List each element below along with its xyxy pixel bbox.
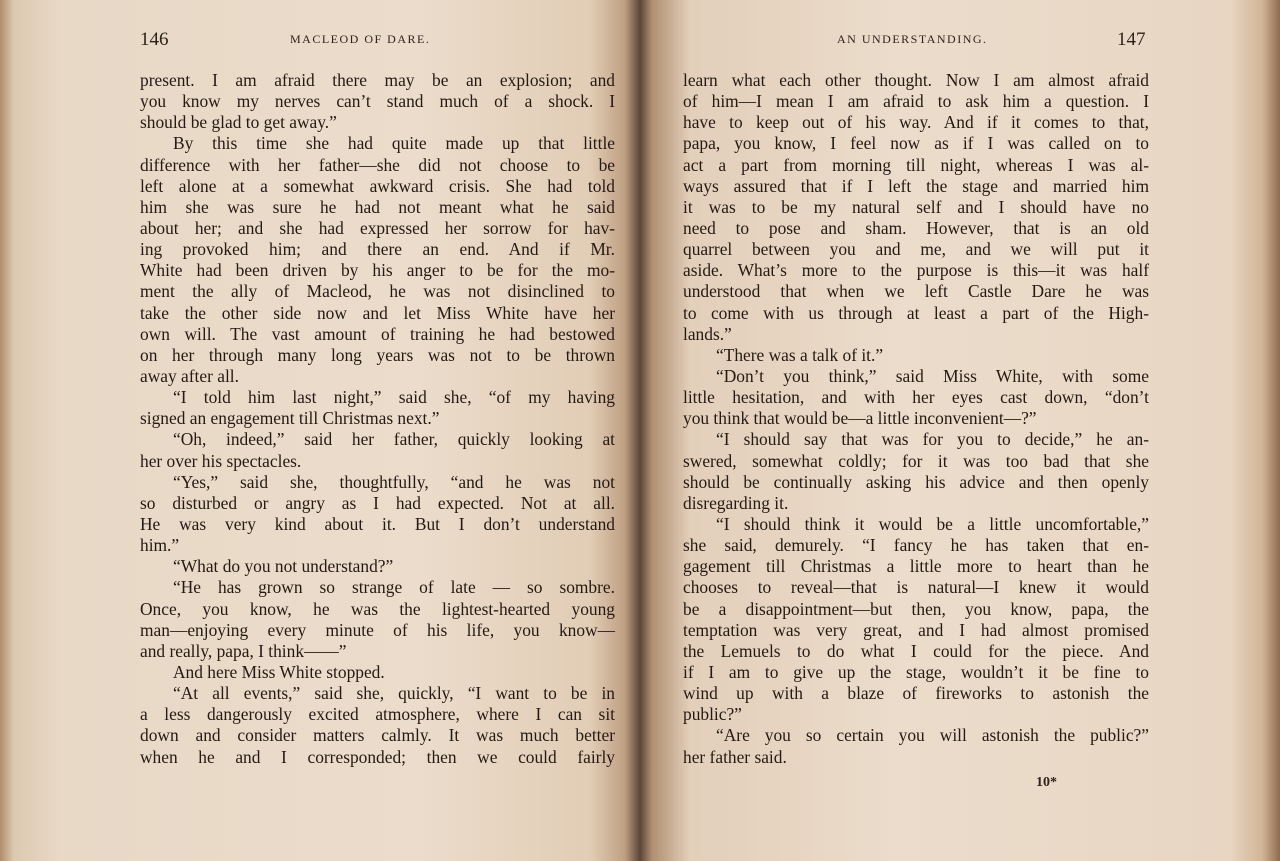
- text-line: a less dangerously excited atmosphere, where I can sit: [140, 704, 615, 725]
- text-line: take the other side now and let Miss White have her: [140, 302, 615, 323]
- text-line: chooses to reveal—that is natural—I knew it would: [683, 577, 1149, 598]
- text-line: “Yes,” said she, thoughtfully, “and he was not: [173, 471, 615, 492]
- text-line: her over his spectacles.: [140, 450, 302, 471]
- text-line: disregarding it.: [683, 492, 789, 513]
- running-head: AN UNDERSTANDING.: [837, 32, 988, 46]
- text-line: and really, papa, I think——”: [140, 640, 347, 661]
- text-line: lands.”: [683, 323, 732, 344]
- page-text: [140, 70, 615, 768]
- text-line: it was to be my natural self and I should have no: [683, 196, 1149, 217]
- text-line: By this time she had quite made up that little: [173, 133, 615, 154]
- text-line: difference with her father—she did not choose to be: [140, 154, 615, 175]
- text-line: temptation was very great, and I had almost promised: [683, 619, 1149, 640]
- text-line: signed an engagement till Christmas next.”: [140, 408, 440, 429]
- text-line: little hesitation, and with her eyes cast down, “don’t: [683, 387, 1149, 408]
- page-number: 147: [1117, 29, 1146, 50]
- text-line: papa, you know, I feel now as if I was called on to: [683, 133, 1149, 154]
- text-line: man—enjoying every minute of his life, you know—: [140, 619, 615, 640]
- text-line: her father said.: [683, 746, 787, 767]
- text-line: left alone at a somewhat awkward crisis. She had told: [140, 175, 615, 196]
- text-line: be a disappointment—but then, you know, papa, the: [683, 598, 1149, 619]
- signature-mark: 10*: [1036, 775, 1057, 790]
- text-line: aside. What’s more to the purpose is this—it was half: [683, 260, 1149, 281]
- text-line: ing provoked him; and there an end. And if Mr.: [140, 239, 615, 260]
- text-line: when he and I corresponded; then we could fairly: [140, 746, 615, 767]
- text-line: own will. The vast amount of training he had bestowed: [140, 323, 615, 344]
- running-head: MACLEOD OF DARE.: [290, 32, 431, 46]
- text-line: him.”: [140, 535, 180, 556]
- text-line: down and consider matters calmly. It was much better: [140, 725, 615, 746]
- page-number: 146: [140, 29, 169, 50]
- text-line: of him—I mean I am afraid to ask him a question. I: [683, 91, 1149, 112]
- text-line: on her through many long years was not to be thrown: [140, 344, 615, 365]
- text-line: “I should think it would be a little uncomfortable,”: [716, 513, 1149, 534]
- text-line: should be continually asking his advice and then openly: [683, 471, 1149, 492]
- text-line: need to pose and sham. However, that is an old: [683, 217, 1149, 238]
- text-line: him she was sure he had not meant what he said: [140, 196, 615, 217]
- text-line: you think that would be—a little inconvenient—?”: [683, 408, 1037, 429]
- text-line: about her; and she had expressed her sorrow for hav-: [140, 217, 615, 238]
- text-line: understood that when we left Castle Dare he was: [683, 281, 1149, 302]
- text-line: present. I am afraid there may be an explosion; and: [140, 70, 615, 90]
- text-line: “Don’t you think,” said Miss White, with some: [716, 365, 1149, 386]
- text-line: away after all.: [140, 365, 239, 386]
- page-text: [683, 70, 1149, 768]
- text-line: gagement till Christmas a little more to heart than he: [683, 556, 1149, 577]
- text-line: should be glad to get away.”: [140, 112, 337, 133]
- text-line: you know my nerves can’t stand much of a shock. I: [140, 91, 615, 112]
- text-line: learn what each other thought. Now I am almost afraid: [683, 70, 1149, 90]
- text-line: “He has grown so strange of late — so sombre.: [173, 577, 615, 598]
- text-line: He was very kind about it. But I don’t understand: [140, 513, 615, 534]
- text-line: ways assured that if I left the stage and married him: [683, 175, 1149, 196]
- text-line: White had been driven by his anger to be for the mo-: [140, 260, 615, 281]
- text-line: have to keep out of his way. And if it comes to that,: [683, 112, 1149, 133]
- text-line: “I should say that was for you to decide,” he an-: [716, 429, 1149, 450]
- text-line: the Lemuels to do what I could for the piece. And: [683, 640, 1149, 661]
- text-line: act a part from morning till night, whereas I was al-: [683, 154, 1149, 175]
- text-line: wind up with a blaze of fireworks to astonish the: [683, 683, 1149, 704]
- right-page: [640, 0, 1280, 861]
- text-line: Once, you know, he was the lightest-hearted young: [140, 598, 615, 619]
- text-line: “Are you so certain you will astonish the public?”: [716, 725, 1149, 746]
- text-line: to come with us through at least a part of the High-: [683, 302, 1149, 323]
- text-line: “What do you not understand?”: [173, 556, 394, 577]
- text-line: so disturbed or angry as I had expected. Not at all.: [140, 492, 615, 513]
- text-line: And here Miss White stopped.: [173, 661, 385, 682]
- text-line: if I am to give up the stage, wouldn’t it be fine to: [683, 661, 1149, 682]
- text-line: swered, somewhat coldly; for it was too bad that she: [683, 450, 1149, 471]
- text-line: she said, demurely. “I fancy he has taken that en-: [683, 535, 1149, 556]
- text-line: “There was a talk of it.”: [716, 344, 884, 365]
- text-line: ment the ally of Macleod, he was not disinclined to: [140, 281, 615, 302]
- text-line: “Oh, indeed,” said her father, quickly looking at: [173, 429, 615, 450]
- text-line: quarrel between you and me, and we will put it: [683, 239, 1149, 260]
- text-line: public?”: [683, 704, 742, 725]
- text-line: “At all events,” said she, quickly, “I want to be in: [173, 683, 615, 704]
- text-line: “I told him last night,” said she, “of my having: [173, 387, 615, 408]
